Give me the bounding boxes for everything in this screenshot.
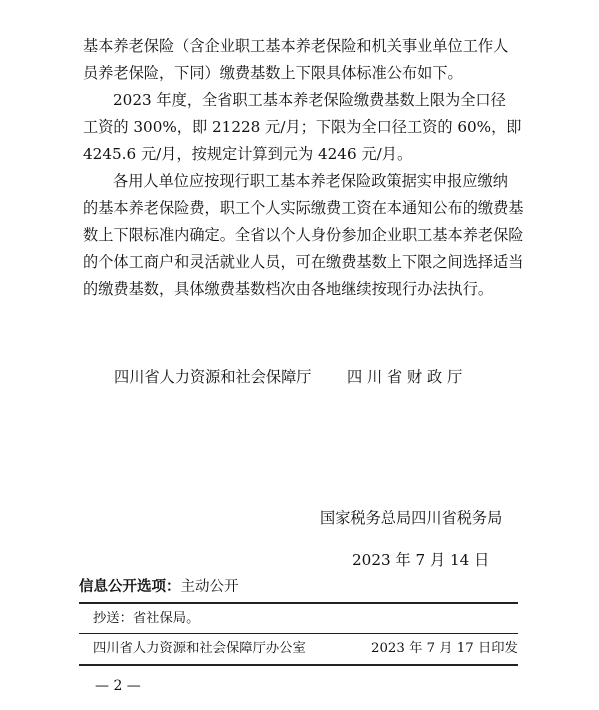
paragraph-3-line-2: 的基本养老保险费，职工个人实际缴费工资在本通知公布的缴费基 — [83, 199, 524, 217]
disclosure-value: 主动公开 — [180, 579, 239, 595]
print-date: 2023 年 7 月 17 日印发 — [371, 641, 518, 656]
issuer-tax-bureau: 国家税务总局四川省税务局 — [320, 509, 503, 527]
disclosure-option — [79, 578, 239, 596]
paragraph-3-line-4: 的个体工商户和灵活就业人员，可在缴费基数上下限之间选择适当 — [83, 253, 524, 271]
paragraph-3-line-3: 数上下限标准内确定。全省以个人身份参加企业职工基本养老保险 — [83, 226, 524, 244]
footer-bottom-rule — [79, 664, 518, 666]
print-office: 四川省人力资源和社会保障厅办公室 — [93, 641, 306, 656]
disclosure-label: 信息公开选项： — [79, 579, 181, 595]
paragraph-3-line-1: 各用人单位应按现行职工基本养老保险政策据实申报应缴纳 — [113, 172, 508, 190]
footer-middle-rule — [79, 633, 518, 634]
paragraph-1-line-1: 基本养老保险（含企业职工基本养老保险和机关事业单位工作人 — [83, 37, 509, 55]
paragraph-2-line-3: 4245.6 元/月，按规定计算到元为 4246 元/月。 — [83, 145, 413, 163]
paragraph-2-line-2: 工资的 300%，即 21228 元/月；下限为全口径工资的 60%，即 — [83, 118, 522, 136]
paragraph-3-line-5: 的缴费基数，具体缴费基数档次由各地继续按现行办法执行。 — [83, 280, 494, 298]
issuer-hrss: 四川省人力资源和社会保障厅 — [114, 368, 312, 386]
page-number: — 2 — — [95, 678, 141, 694]
footer-top-rule — [79, 602, 518, 604]
paragraph-1-line-2: 员养老保险，下同）缴费基数上下限具体标准公布如下。 — [83, 64, 463, 82]
paragraph-2-line-1: 2023 年度，全省职工基本养老保险缴费基数上限为全口径 — [113, 91, 506, 109]
cc-line: 抄送：省社保局。 — [93, 611, 200, 626]
issue-date: 2023 年 7 月 14 日 — [352, 551, 490, 569]
issuer-finance: 四 川 省 财 政 厅 — [347, 368, 463, 386]
